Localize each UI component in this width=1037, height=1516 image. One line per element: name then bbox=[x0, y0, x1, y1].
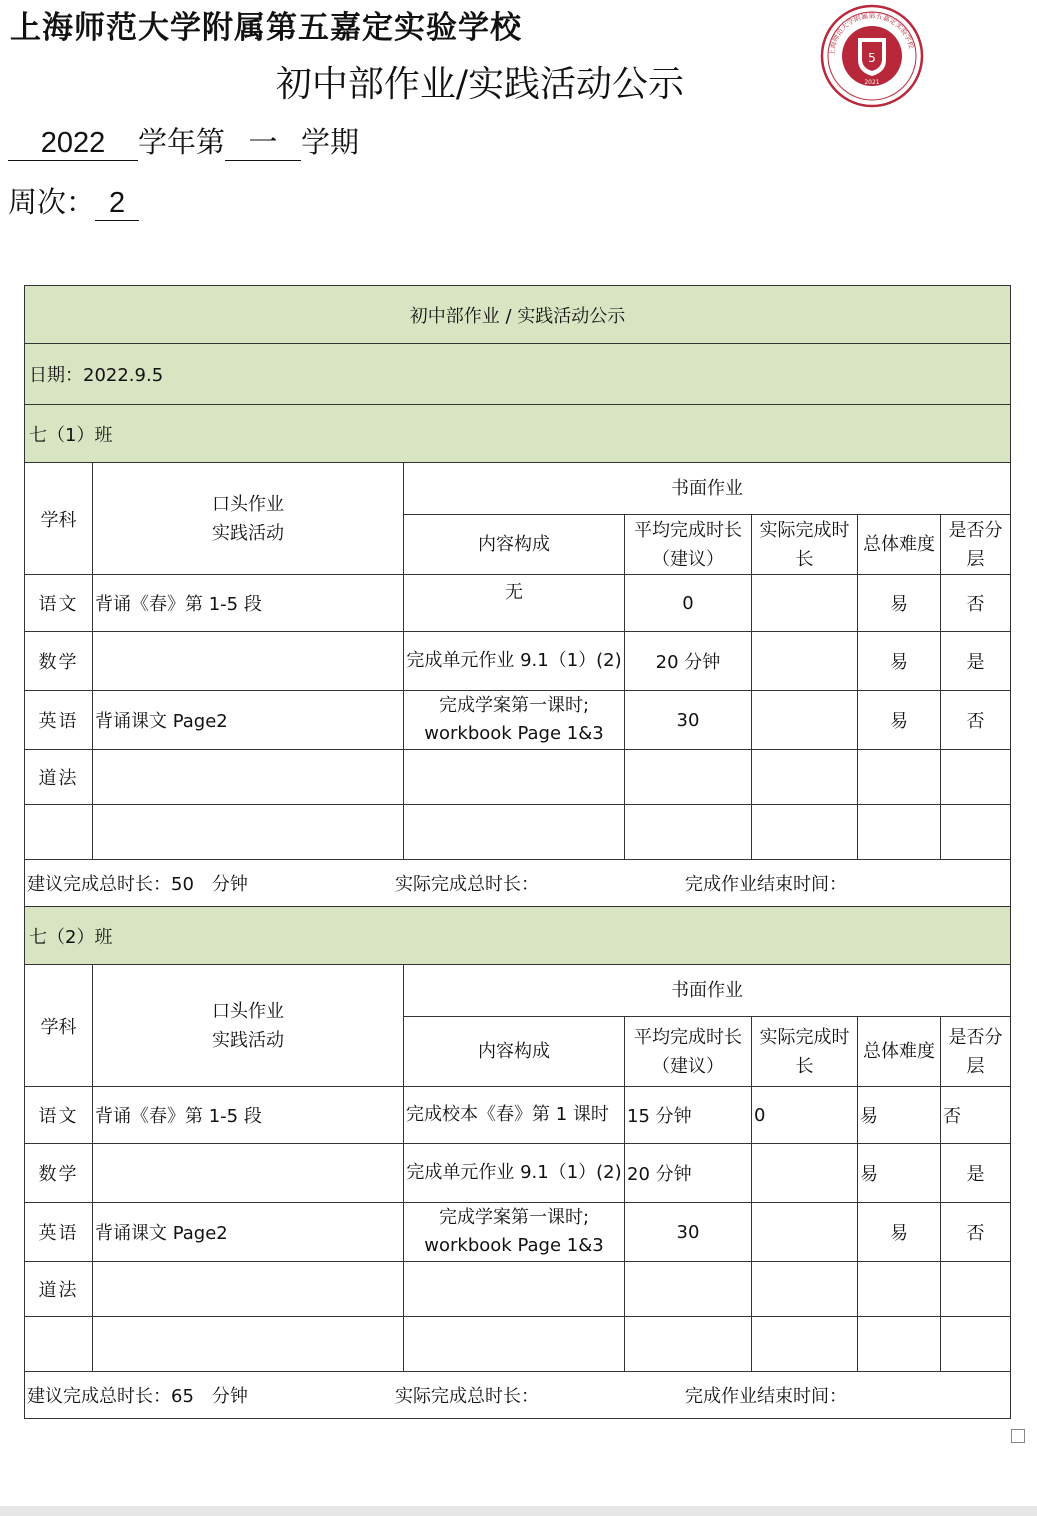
page-title: 初中部作业/实践活动公示 bbox=[275, 64, 685, 105]
actual-time-cell bbox=[752, 1203, 858, 1262]
header-row-1 bbox=[25, 965, 1011, 1017]
layered-cell: 是 bbox=[941, 632, 1011, 691]
table-row bbox=[25, 632, 1011, 691]
oral-cell bbox=[93, 632, 404, 691]
table-row bbox=[25, 1144, 1011, 1203]
difficulty-header: 总体难度 bbox=[858, 515, 941, 575]
table-row bbox=[25, 575, 1011, 632]
seal-year: 2021 bbox=[864, 79, 880, 86]
summary-end: 完成作业结束时间： bbox=[685, 874, 847, 895]
difficulty-cell: 易 bbox=[858, 632, 941, 691]
summary-end: 完成作业结束时间： bbox=[685, 1386, 847, 1407]
actual-time-cell bbox=[752, 805, 858, 860]
content-cell bbox=[404, 1317, 625, 1372]
oral-header-line2: 实践活动 bbox=[212, 522, 284, 544]
table-row bbox=[25, 1262, 1011, 1317]
subject-cell: 数学 bbox=[25, 632, 93, 691]
summary-row bbox=[25, 1372, 1011, 1419]
difficulty-cell: 易 bbox=[858, 1087, 941, 1144]
class-row bbox=[25, 405, 1011, 463]
content-cell: 完成学案第一课时; workbook Page 1&3 bbox=[404, 691, 625, 750]
oral-cell bbox=[93, 1262, 404, 1317]
oral-cell bbox=[93, 1144, 404, 1203]
school-name: 上海师范大学附属第五嘉定实验学校 bbox=[10, 10, 522, 46]
layered-cell: 否 bbox=[941, 691, 1011, 750]
homework-table bbox=[24, 285, 1011, 1419]
actual-time-cell bbox=[752, 632, 858, 691]
week-value: 2 bbox=[95, 186, 139, 221]
content-cell: 完成校本《春》第 1 课时 bbox=[404, 1087, 625, 1144]
oral-header bbox=[93, 965, 404, 1087]
actual-time-cell bbox=[752, 1144, 858, 1203]
oral-cell: 背诵课文 Page2 bbox=[93, 1203, 404, 1262]
layered-header: 是否分层 bbox=[941, 1017, 1011, 1087]
subject-cell: 语文 bbox=[25, 1087, 93, 1144]
content-header: 内容构成 bbox=[404, 1017, 625, 1087]
avg-time-header: 平均完成时长（建议） bbox=[625, 1017, 752, 1087]
avg-time-cell: 20 分钟 bbox=[625, 1144, 752, 1203]
actual-time-cell: 0 bbox=[752, 1087, 858, 1144]
subject-cell bbox=[25, 1317, 93, 1372]
avg-time-cell bbox=[625, 805, 752, 860]
actual-time-cell bbox=[752, 575, 858, 632]
table-row bbox=[25, 1203, 1011, 1262]
table-row bbox=[25, 1317, 1011, 1372]
layered-cell: 是 bbox=[941, 1144, 1011, 1203]
page-bottom-bar bbox=[0, 1506, 1037, 1516]
oral-header-line1: 口头作业 bbox=[212, 1000, 284, 1022]
term-end: 学期 bbox=[301, 125, 360, 159]
avg-time-cell bbox=[625, 750, 752, 805]
avg-time-cell: 20 分钟 bbox=[625, 632, 752, 691]
layered-cell bbox=[941, 750, 1011, 805]
class-row bbox=[25, 907, 1011, 965]
content-cell bbox=[404, 1262, 625, 1317]
actual-time-cell bbox=[752, 691, 858, 750]
written-header: 书面作业 bbox=[404, 463, 1011, 515]
avg-time-cell: 15 分钟 bbox=[625, 1087, 752, 1144]
table-row bbox=[25, 691, 1011, 750]
actual-time-cell bbox=[752, 1317, 858, 1372]
oral-cell: 背诵《春》第 1-5 段 bbox=[93, 1087, 404, 1144]
difficulty-cell bbox=[858, 750, 941, 805]
school-seal-icon bbox=[820, 4, 924, 108]
summary-cell bbox=[25, 860, 1011, 907]
subject-cell: 语文 bbox=[25, 575, 93, 632]
written-header: 书面作业 bbox=[404, 965, 1011, 1017]
svg-text:5: 5 bbox=[868, 51, 876, 65]
header-row-1 bbox=[25, 463, 1011, 515]
layered-cell: 否 bbox=[941, 1203, 1011, 1262]
actual-time-header: 实际完成时长 bbox=[752, 515, 858, 575]
subject-cell: 英语 bbox=[25, 691, 93, 750]
table-row bbox=[25, 805, 1011, 860]
subject-cell bbox=[25, 805, 93, 860]
avg-time-cell: 30 bbox=[625, 691, 752, 750]
subject-cell: 道法 bbox=[25, 750, 93, 805]
oral-header-line1: 口头作业 bbox=[212, 493, 284, 515]
oral-cell: 背诵《春》第 1-5 段 bbox=[93, 575, 404, 632]
layered-cell bbox=[941, 805, 1011, 860]
table-row bbox=[25, 1087, 1011, 1144]
avg-time-cell bbox=[625, 1262, 752, 1317]
actual-time-cell bbox=[752, 750, 858, 805]
subject-header: 学科 bbox=[25, 965, 93, 1087]
oral-cell bbox=[93, 805, 404, 860]
table-title-row bbox=[25, 286, 1011, 344]
term-line bbox=[8, 120, 359, 161]
term-year: 2022 bbox=[8, 126, 138, 161]
oral-cell bbox=[93, 750, 404, 805]
difficulty-cell: 易 bbox=[858, 575, 941, 632]
content-cell: 无 bbox=[404, 575, 625, 632]
subject-header: 学科 bbox=[25, 463, 93, 575]
layered-cell: 否 bbox=[941, 1087, 1011, 1144]
subject-cell: 英语 bbox=[25, 1203, 93, 1262]
oral-cell bbox=[93, 1317, 404, 1372]
oral-cell: 背诵课文 Page2 bbox=[93, 691, 404, 750]
avg-time-cell: 0 bbox=[625, 575, 752, 632]
layered-header: 是否分层 bbox=[941, 515, 1011, 575]
table-date: 日期：2022.9.5 bbox=[25, 344, 1011, 405]
subject-cell: 数学 bbox=[25, 1144, 93, 1203]
content-cell bbox=[404, 805, 625, 860]
week-label: 周次： bbox=[8, 185, 96, 219]
difficulty-cell bbox=[858, 1262, 941, 1317]
layered-cell bbox=[941, 1317, 1011, 1372]
difficulty-cell: 易 bbox=[858, 691, 941, 750]
table-anchor-icon bbox=[1011, 1429, 1025, 1443]
class-name: 七（1）班 bbox=[25, 405, 1011, 463]
content-header: 内容构成 bbox=[404, 515, 625, 575]
term-mid: 学年第 bbox=[138, 125, 226, 159]
subject-cell: 道法 bbox=[25, 1262, 93, 1317]
oral-header bbox=[93, 463, 404, 575]
difficulty-cell bbox=[858, 805, 941, 860]
table-title: 初中部作业 / 实践活动公示 bbox=[25, 286, 1011, 344]
avg-time-cell: 30 bbox=[625, 1203, 752, 1262]
week-line bbox=[8, 180, 139, 221]
summary-suggested: 建议完成总时长：50 分钟 bbox=[27, 874, 248, 895]
actual-time-cell bbox=[752, 1262, 858, 1317]
difficulty-cell: 易 bbox=[858, 1203, 941, 1262]
table-row bbox=[25, 750, 1011, 805]
layered-cell: 否 bbox=[941, 575, 1011, 632]
actual-time-header: 实际完成时长 bbox=[752, 1017, 858, 1087]
summary-row bbox=[25, 860, 1011, 907]
date-row bbox=[25, 344, 1011, 405]
content-cell bbox=[404, 750, 625, 805]
layered-cell bbox=[941, 1262, 1011, 1317]
difficulty-cell bbox=[858, 1317, 941, 1372]
content-cell: 完成学案第一课时; workbook Page 1&3 bbox=[404, 1203, 625, 1262]
summary-suggested: 建议完成总时长：65 分钟 bbox=[27, 1386, 248, 1407]
summary-actual: 实际完成总时长： bbox=[395, 1386, 539, 1407]
avg-time-cell bbox=[625, 1317, 752, 1372]
term-number: 一 bbox=[225, 126, 301, 161]
seal-ring-text: 上海师范大学附属第五嘉定实验学校 bbox=[827, 11, 916, 57]
summary-actual: 实际完成总时长： bbox=[395, 874, 539, 895]
summary-cell bbox=[25, 1372, 1011, 1419]
content-cell: 完成单元作业 9.1（1）(2) bbox=[404, 632, 625, 691]
difficulty-header: 总体难度 bbox=[858, 1017, 941, 1087]
content-cell: 完成单元作业 9.1（1）(2) bbox=[404, 1144, 625, 1203]
difficulty-cell: 易 bbox=[858, 1144, 941, 1203]
oral-header-line2: 实践活动 bbox=[212, 1029, 284, 1051]
class-name: 七（2）班 bbox=[25, 907, 1011, 965]
avg-time-header: 平均完成时长（建议） bbox=[625, 515, 752, 575]
